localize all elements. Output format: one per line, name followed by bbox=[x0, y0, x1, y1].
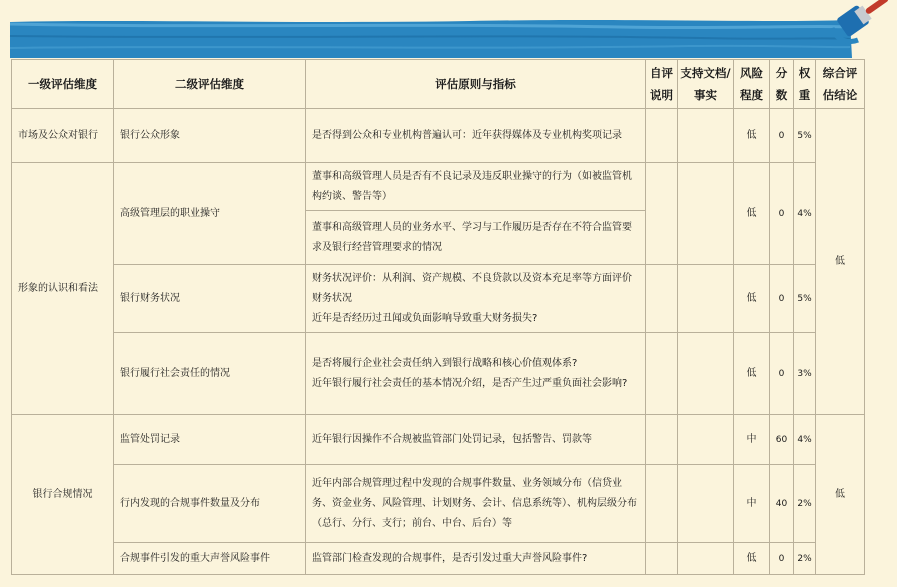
header-self-eval: 自评说明 bbox=[646, 60, 678, 109]
criteria-cell bbox=[306, 333, 646, 415]
evidence-cell bbox=[678, 465, 734, 543]
evidence-cell bbox=[678, 415, 734, 465]
evidence-cell bbox=[678, 265, 734, 333]
criteria-cell: 监管部门检查发现的合规事件，是否引发过重大声誉风险事件? bbox=[306, 543, 646, 575]
weight-cell: 5% bbox=[794, 109, 816, 163]
evidence-cell bbox=[678, 109, 734, 163]
header-row bbox=[12, 60, 865, 109]
self-eval-cell bbox=[646, 163, 678, 265]
header-dim1: 一级评估维度 bbox=[12, 60, 114, 109]
assessment-table bbox=[11, 59, 865, 575]
score-cell: 0 bbox=[770, 333, 794, 415]
dim2-cell: 高级管理层的职业操守 bbox=[114, 163, 306, 265]
table-row bbox=[12, 109, 865, 163]
risk-cell: 低 bbox=[734, 265, 770, 333]
dim2-cell: 合规事件引发的重大声誉风险事件 bbox=[114, 543, 306, 575]
self-eval-cell bbox=[646, 265, 678, 333]
weight-cell: 2% bbox=[794, 465, 816, 543]
dim1-cell: 市场及公众对银行 bbox=[12, 109, 114, 163]
header-weight: 权重 bbox=[794, 60, 816, 109]
header-risk: 风险程度 bbox=[734, 60, 770, 109]
risk-cell: 低 bbox=[734, 333, 770, 415]
table-row bbox=[12, 163, 865, 211]
risk-cell: 低 bbox=[734, 163, 770, 265]
score-cell: 0 bbox=[770, 163, 794, 265]
criteria-cell: 董事和高级管理人员的业务水平、学习与工作履历是否存在不符合监管要求及银行经营管理要求的情况 bbox=[306, 211, 646, 265]
criteria-cell: 是否得到公众和专业机构普遍认可：近年获得媒体及专业机构奖项记录 bbox=[306, 109, 646, 163]
table-row bbox=[12, 465, 865, 543]
risk-cell: 中 bbox=[734, 465, 770, 543]
dim2-cell: 银行公众形象 bbox=[114, 109, 306, 163]
header-evidence: 支持文档/事实 bbox=[678, 60, 734, 109]
header-score: 分数 bbox=[770, 60, 794, 109]
header-dim2: 二级评估维度 bbox=[114, 60, 306, 109]
weight-cell: 3% bbox=[794, 333, 816, 415]
evidence-cell bbox=[678, 163, 734, 265]
dim2-cell: 行内发现的合规事件数量及分布 bbox=[114, 465, 306, 543]
header-conclusion: 综合评估结论 bbox=[816, 60, 865, 109]
self-eval-cell bbox=[646, 465, 678, 543]
score-cell: 0 bbox=[770, 265, 794, 333]
score-cell: 0 bbox=[770, 109, 794, 163]
conclusion-cell: 低 bbox=[816, 109, 865, 415]
weight-cell: 2% bbox=[794, 543, 816, 575]
dim2-cell: 监管处罚记录 bbox=[114, 415, 306, 465]
table-row bbox=[12, 415, 865, 465]
paint-stroke-banner bbox=[0, 0, 897, 60]
risk-cell: 低 bbox=[734, 109, 770, 163]
self-eval-cell bbox=[646, 543, 678, 575]
criteria-line: 近年银行履行社会责任的基本情况介绍，是否产生过严重负面社会影响? bbox=[312, 377, 628, 389]
criteria-cell: 近年内部合规管理过程中发现的合规事件数量、业务领域分布（信贷业务、资金业务、风险管理、计划财务、会计、信息系统等）、机构层级分布（总行、分行、支行；前台、中台、后台）等 bbox=[306, 465, 646, 543]
dim2-cell: 银行履行社会责任的情况 bbox=[114, 333, 306, 415]
self-eval-cell bbox=[646, 415, 678, 465]
score-cell: 60 bbox=[770, 415, 794, 465]
dim1-cell: 银行合规情况 bbox=[12, 415, 114, 575]
weight-cell: 4% bbox=[794, 163, 816, 265]
risk-cell: 中 bbox=[734, 415, 770, 465]
evidence-cell bbox=[678, 543, 734, 575]
criteria-cell: 近年银行因操作不合规被监管部门处罚记录，包括警告、罚款等 bbox=[306, 415, 646, 465]
dim1-cell: 形象的认识和看法 bbox=[12, 163, 114, 415]
table-row bbox=[12, 333, 865, 415]
risk-cell: 低 bbox=[734, 543, 770, 575]
dim2-cell: 银行财务状况 bbox=[114, 265, 306, 333]
header-criteria: 评估原则与指标 bbox=[306, 60, 646, 109]
table-row bbox=[12, 265, 865, 333]
score-cell: 40 bbox=[770, 465, 794, 543]
criteria-cell bbox=[306, 265, 646, 333]
self-eval-cell bbox=[646, 109, 678, 163]
self-eval-cell bbox=[646, 333, 678, 415]
conclusion-cell: 低 bbox=[816, 415, 865, 575]
score-cell: 0 bbox=[770, 543, 794, 575]
criteria-line: 近年是否经历过丑闻或负面影响导致重大财务损失? bbox=[312, 312, 538, 324]
criteria-line: 是否将履行企业社会责任纳入到银行战略和核心价值观体系? bbox=[312, 357, 578, 369]
weight-cell: 4% bbox=[794, 415, 816, 465]
criteria-cell: 董事和高级管理人员是否有不良记录及违反职业操守的行为（如被监管机构约谈、警告等） bbox=[306, 163, 646, 211]
criteria-line: 财务状况评价：从利润、资产规模、不良贷款以及资本充足率等方面评价财务状况 bbox=[312, 272, 632, 304]
table-row bbox=[12, 543, 865, 575]
weight-cell: 5% bbox=[794, 265, 816, 333]
evidence-cell bbox=[678, 333, 734, 415]
